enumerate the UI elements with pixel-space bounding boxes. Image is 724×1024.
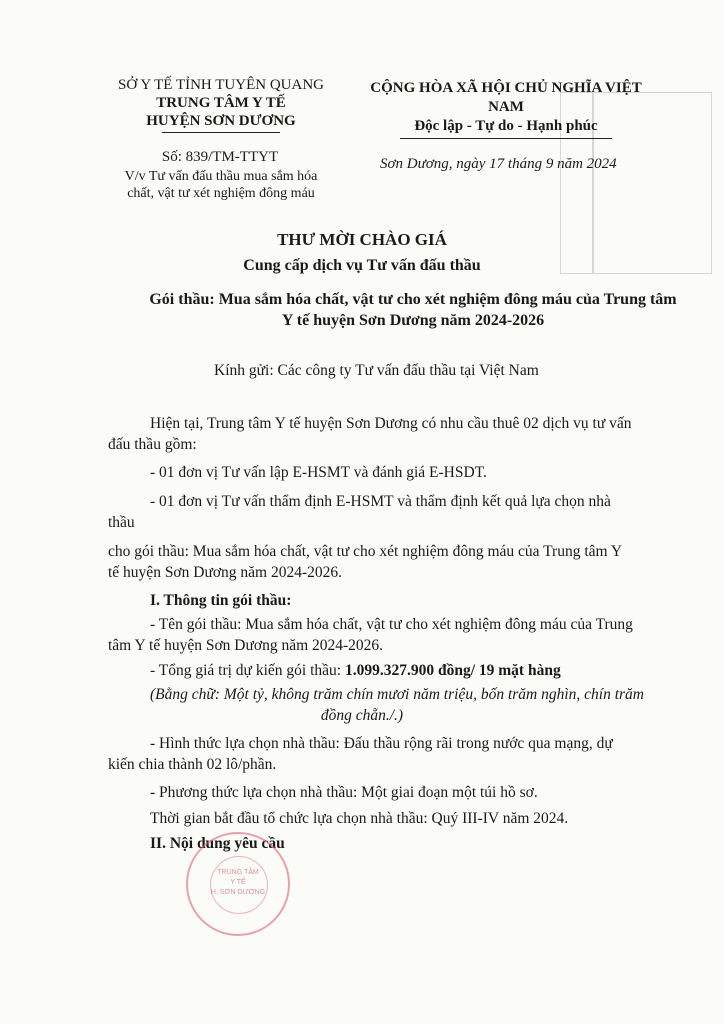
ministry-name: SỞ Y TẾ TỈNH TUYÊN QUANG (118, 77, 324, 93)
republic-name: CỘNG HÒA XÃ HỘI CHỦ NGHĨA VIỆT NAM (370, 80, 642, 115)
selection-form-line-1: - Hình thức lựa chọn nhà thầu: Đấu thầu rộng rãi trong nước qua mạng, dự (150, 735, 613, 752)
value-in-words-line-1: (Bằng chữ: Một tỷ, không trăm chín mươi năm triệu, bốn trăm nghìn, chín trăm (150, 686, 645, 703)
service-item-1: - 01 đơn vị Tư vấn lập E-HSMT và đánh giá E-HSDT. (150, 464, 487, 481)
document-number: Số: 839/TM-TTYT (161, 149, 279, 165)
issuer-underline (162, 132, 280, 133)
estimated-value-amount: 1.099.327.900 đồng/ 19 mặt hàng (344, 662, 561, 679)
package-title-line-1: Gói thầu: Mua sắm hóa chất, vật tư cho xét nghiệm đông máu của Trung tâm (149, 291, 677, 308)
motto-underline (400, 138, 612, 139)
package-ref-line-2: tế huyện Sơn Dương năm 2024-2026. (108, 564, 343, 581)
package-name-line-1: - Tên gói thầu: Mua sắm hóa chất, vật tư cho xét nghiệm đông máu của Trung (150, 616, 633, 633)
estimated-value-label: - Tổng giá trị dự kiến gói thầu: (150, 662, 345, 679)
package-ref-line-1: cho gói thầu: Mua sắm hóa chất, vật tư cho xét nghiệm đông máu của Trung tâm Y (108, 543, 623, 560)
package-name-line-2: tâm Y tế huyện Sơn Dương năm 2024-2026. (108, 637, 384, 654)
selection-time: Thời gian bắt đầu tổ chức lựa chọn nhà thầu: Quý III-IV năm 2024. (150, 810, 569, 827)
value-in-words-line-2: đồng chẵn./.) (320, 707, 404, 724)
package-title (148, 289, 678, 331)
subject-line-2: chất, vật tư xét nghiệm đông máu (127, 186, 315, 201)
seal-text-3: H. SƠN DƯƠNG (210, 889, 266, 896)
seal-text-2: Y TẾ (230, 879, 246, 886)
national-motto: Độc lập - Tự do - Hạnh phúc (414, 118, 598, 134)
greeting: Kính gửi: Các công ty Tư vấn đấu thầu tại Việt Nam (214, 362, 539, 379)
section-1-heading: I. Thông tin gói thầu: (150, 592, 292, 609)
package-title-line-2: Y tế huyện Sơn Dương năm 2024-2026 (281, 312, 545, 329)
subject-line-1: V/v Tư vấn đấu thầu mua sắm hóa (124, 169, 318, 184)
org-name-line1: TRUNG TÂM Y TẾ (156, 95, 286, 111)
issuer-block (108, 76, 334, 133)
selection-form-line-2: kiến chia thành 02 lô/phần. (108, 756, 277, 773)
org-name-line2: HUYỆN SƠN DƯƠNG (146, 113, 296, 129)
seal-text-1: TRUNG TÂM (217, 869, 259, 876)
document-subject (108, 168, 334, 202)
letter-title: THƯ MỜI CHÀO GIÁ (277, 230, 447, 249)
section-2-heading: II. Nội dung yêu cầu (150, 835, 285, 852)
selection-method: - Phương thức lựa chọn nhà thầu: Một giai đoạn một túi hồ sơ. (150, 784, 538, 801)
service-item-2-line-2: thầu (108, 514, 135, 531)
bleed-through-mark (30, 318, 32, 320)
national-heading (353, 79, 659, 139)
issue-date: Sơn Dương, ngày 17 tháng 9 năm 2024 (380, 156, 617, 172)
service-title: Cung cấp dịch vụ Tư vấn đấu thầu (243, 257, 481, 274)
estimated-value (150, 660, 561, 681)
intro-line-1: Hiện tại, Trung tâm Y tế huyện Sơn Dương có nhu cầu thuê 02 dịch vụ tư vấn (150, 415, 632, 432)
red-seal-stamp (186, 832, 290, 936)
service-item-2-line-1: - 01 đơn vị Tư vấn thẩm định E-HSMT và thẩm định kết quả lựa chọn nhà (150, 493, 611, 510)
intro-line-2: đấu thầu gồm: (108, 436, 197, 453)
